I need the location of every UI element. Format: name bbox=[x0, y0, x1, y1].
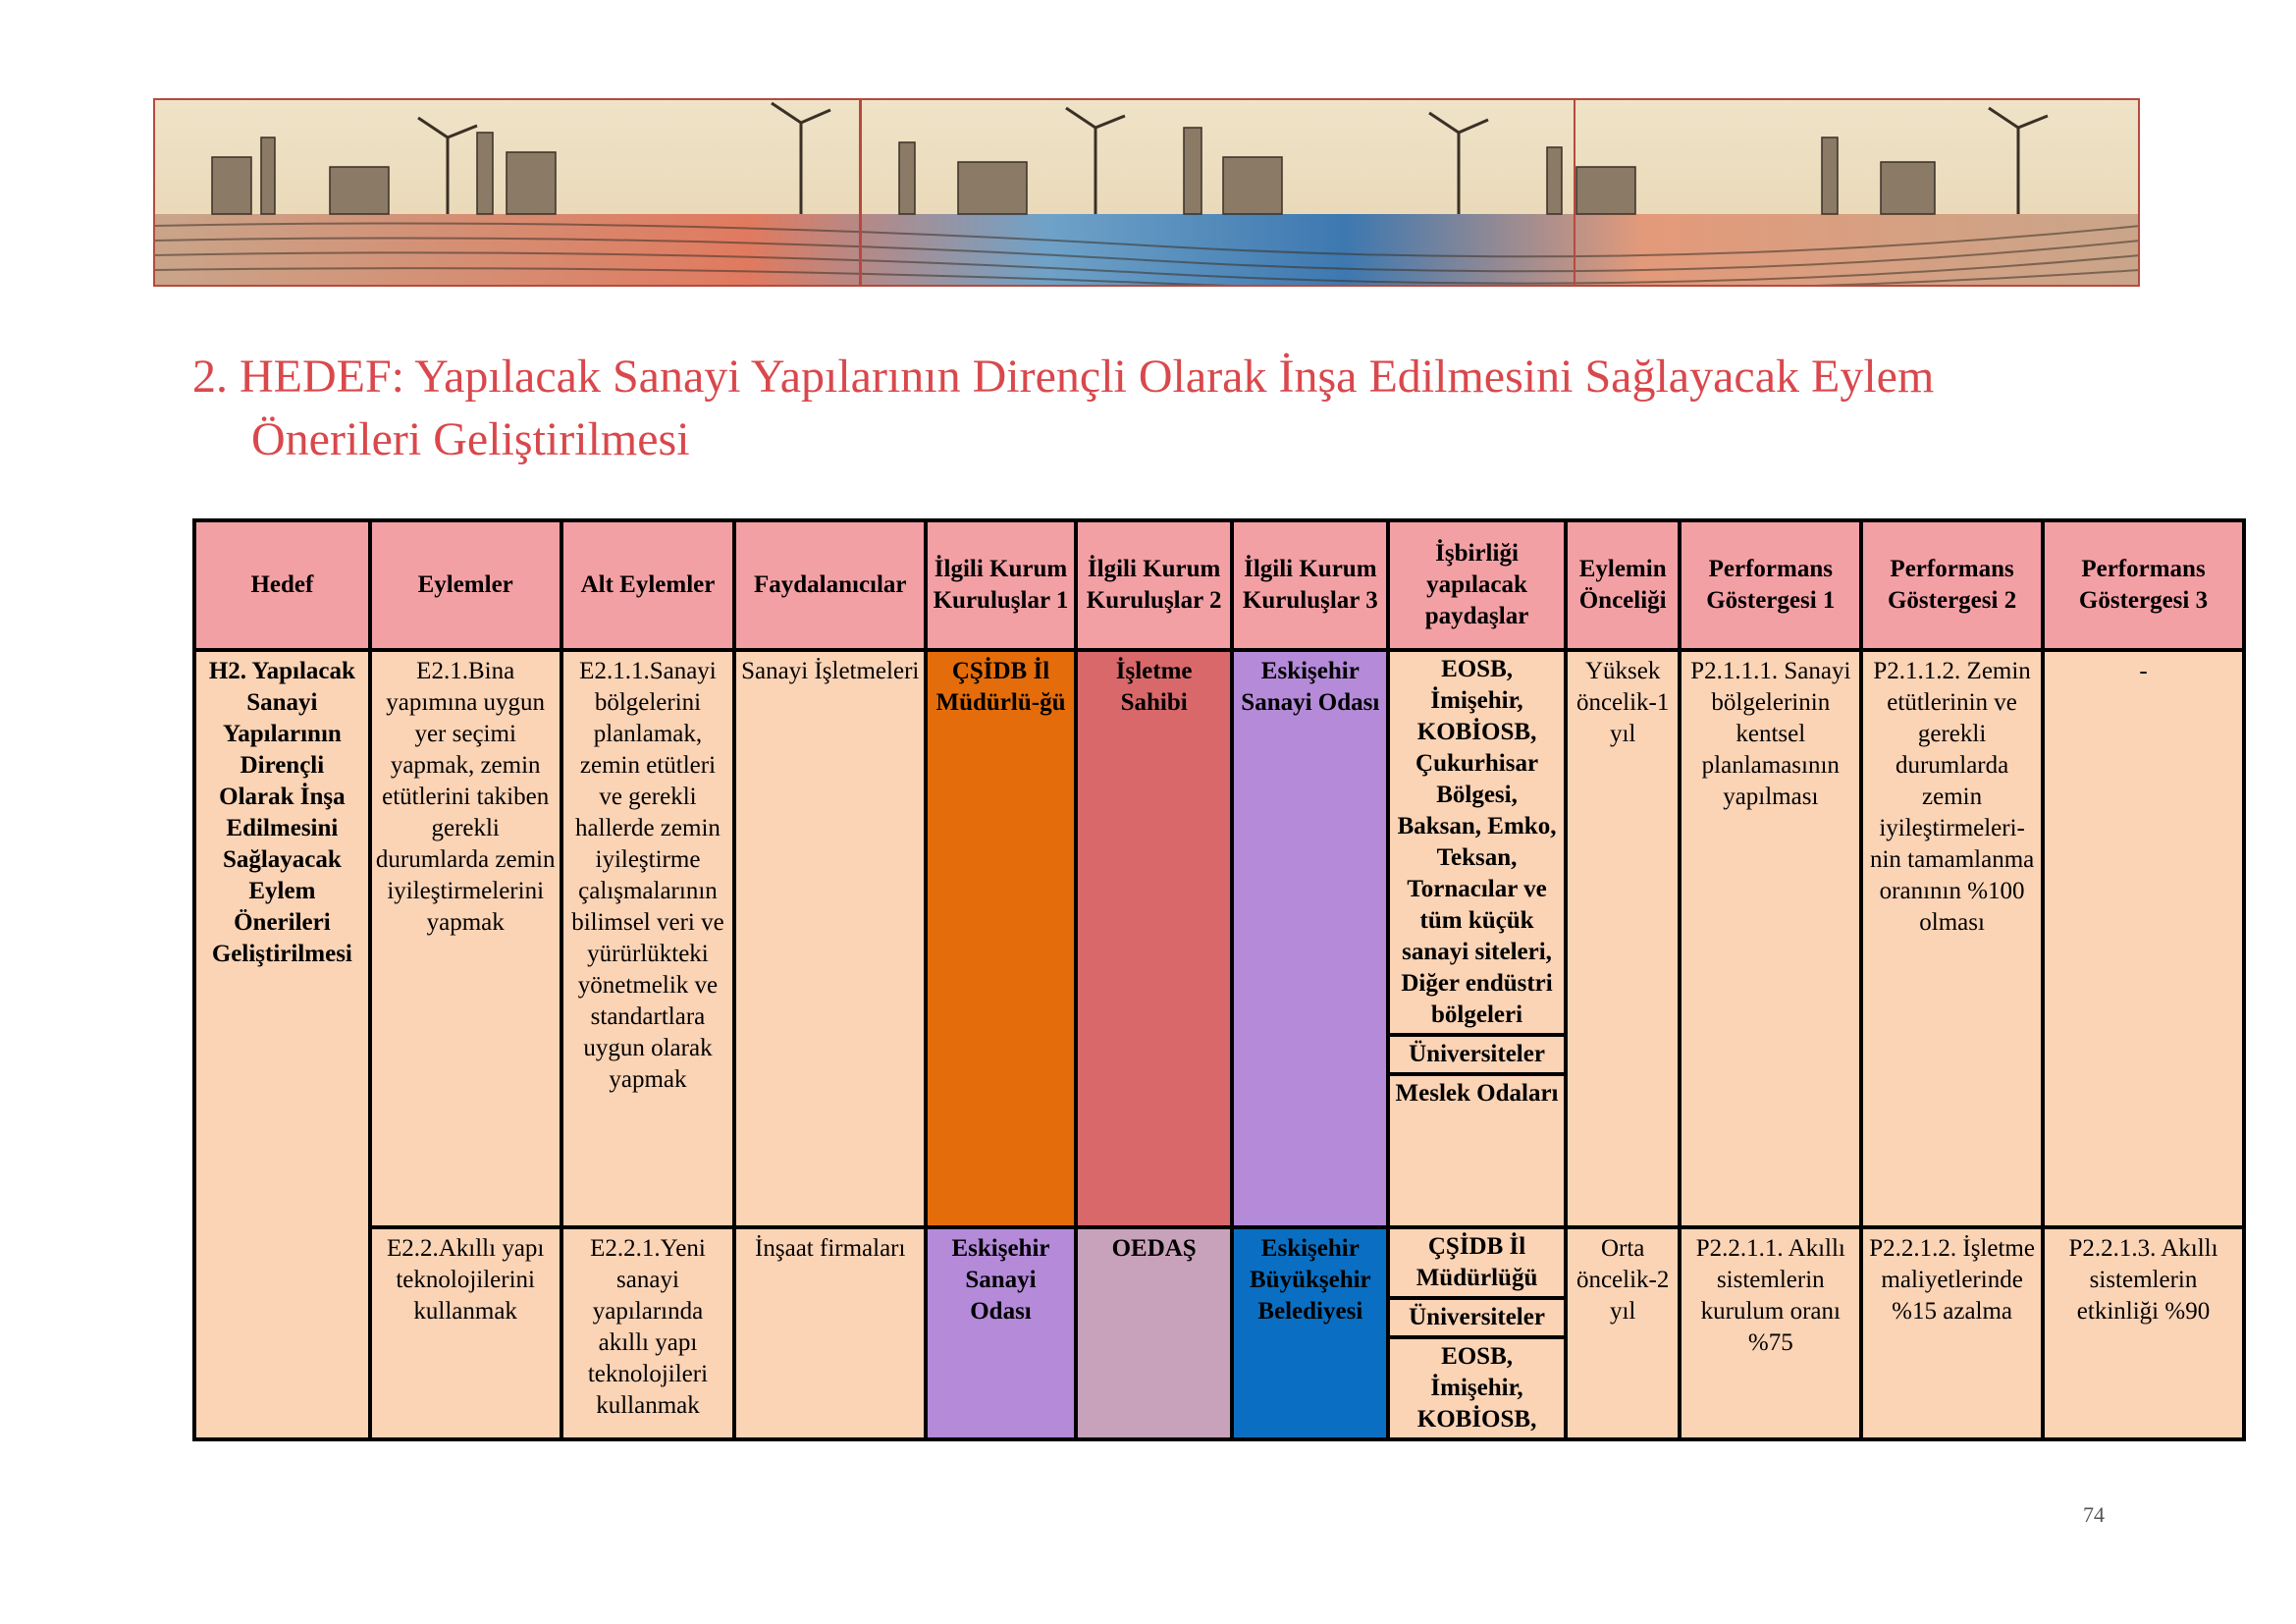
performans-2-cell: P2.2.1.2. İşletme maliyetlerinde %15 azalma bbox=[1863, 1229, 2041, 1437]
table-row bbox=[196, 1229, 2242, 1437]
kurum-3-cell: Eskişehir Sanayi Odası bbox=[1234, 652, 1386, 1225]
paydas-item: EOSB, İmişehir, KOBİOSB, Çukurhisar Bölgesi, Baksan, Emko, Teksan, Tornacılar ve tüm küçük sanayi siteleri, Diğer endüstri bölgeleri bbox=[1390, 652, 1564, 1037]
performans-1-cell: P2.2.1.1. Akıllı sistemlerin kurulum oranı %75 bbox=[1682, 1229, 1859, 1437]
performans-3-cell: - bbox=[2045, 652, 2242, 1225]
title-line-2: Önerileri Geliştirilmesi bbox=[251, 413, 690, 465]
oncelik-cell: Yüksek öncelik-1 yıl bbox=[1568, 652, 1678, 1225]
paydas-cell bbox=[1390, 1229, 1564, 1437]
header-performans-1: Performans Göstergesi 1 bbox=[1682, 522, 1859, 648]
performans-1-cell: P2.1.1.1. Sanayi bölgelerinin kentsel planlamasının yapılması bbox=[1682, 652, 1859, 1225]
eylem-cell: E2.1.Bina yapımına uygun yer seçimi yapmak, zemin etütlerini takiben gerekli durumlarda zemin iyileştirmelerini yapmak bbox=[372, 652, 560, 1225]
table-row bbox=[196, 652, 2242, 1225]
action-plan-table bbox=[192, 518, 2246, 1441]
page-title bbox=[192, 346, 2107, 471]
title-line-1: 2. HEDEF: Yapılacak Sanayi Yapılarının Dirençli Olarak İnşa Edilmesini Sağlayacak Eylem bbox=[192, 351, 1935, 403]
alt-eylem-cell: E2.2.1.Yeni sanayi yapılarında akıllı yapı teknolojileri kullanmak bbox=[563, 1229, 733, 1437]
paydas-item: ÇŞİDB İl Müdürlüğü bbox=[1390, 1229, 1564, 1300]
goal-cell: H2. Yapılacak Sanayi Yapılarının Dirençli Olarak İnşa Edilmesini Sağlayacak Eylem Önerileri Geliştirilmesi bbox=[196, 652, 368, 1437]
header-performans-2: Performans Göstergesi 2 bbox=[1863, 522, 2041, 648]
performans-2-cell: P2.1.1.2. Zemin etütlerinin ve gerekli durumlarda zemin iyileştirmeleri-nin tamamlanma oranının %100 olması bbox=[1863, 652, 2041, 1225]
oncelik-cell: Orta öncelik-2 yıl bbox=[1568, 1229, 1678, 1437]
eylem-cell: E2.2.Akıllı yapı teknolojilerini kullanmak bbox=[372, 1229, 560, 1437]
header-kurum-1: İlgili Kurum Kuruluşlar 1 bbox=[928, 522, 1074, 648]
paydas-cell bbox=[1390, 652, 1564, 1225]
page-number: 74 bbox=[2083, 1502, 2105, 1527]
paydas-item: Meslek Odaları bbox=[1395, 1080, 1559, 1107]
paydas-item: Üniversiteler bbox=[1390, 1037, 1564, 1076]
paydas-item: Üniversiteler bbox=[1390, 1300, 1564, 1339]
kurum-2-cell: İşletme Sahibi bbox=[1078, 652, 1231, 1225]
alt-eylem-cell: E2.1.1.Sanayi bölgelerini planlamak, zemin etütleri ve gerekli hallerde zemin iyileştirme çalışmalarının bilimsel veri ve yürürlükteki yönetmelik ve standartlara uygun olarak yapmak bbox=[563, 652, 733, 1225]
header-eylemler: Eylemler bbox=[372, 522, 560, 648]
kurum-2-cell: OEDAŞ bbox=[1078, 1229, 1231, 1437]
performans-3-cell: P2.2.1.3. Akıllı sistemlerin etkinliği %90 bbox=[2045, 1229, 2242, 1437]
header-oncelik: Eylemin Önceliği bbox=[1568, 522, 1678, 648]
faydalanici-cell: Sanayi İşletmeleri bbox=[736, 652, 924, 1225]
header-kurum-2: İlgili Kurum Kuruluşlar 2 bbox=[1078, 522, 1231, 648]
header-illustration bbox=[153, 98, 2140, 287]
header-performans-3: Performans Göstergesi 3 bbox=[2045, 522, 2242, 648]
kurum-1-cell: ÇŞİDB İl Müdürlü-ğü bbox=[928, 652, 1074, 1225]
paydas-item: EOSB, İmişehir, KOBİOSB, bbox=[1416, 1343, 1537, 1433]
faydalanici-cell: İnşaat firmaları bbox=[736, 1229, 924, 1437]
header-faydalanicilar: Faydalanıcılar bbox=[736, 522, 924, 648]
kurum-3-cell: Eskişehir Büyükşehir Belediyesi bbox=[1234, 1229, 1386, 1437]
table-header-row bbox=[196, 522, 2242, 648]
header-hedef: Hedef bbox=[196, 522, 368, 648]
header-kurum-3: İlgili Kurum Kuruluşlar 3 bbox=[1234, 522, 1386, 648]
header-alt-eylemler: Alt Eylemler bbox=[563, 522, 733, 648]
kurum-1-cell: Eskişehir Sanayi Odası bbox=[928, 1229, 1074, 1437]
header-paydaslar: İşbirliği yapılacak paydaşlar bbox=[1390, 522, 1564, 648]
